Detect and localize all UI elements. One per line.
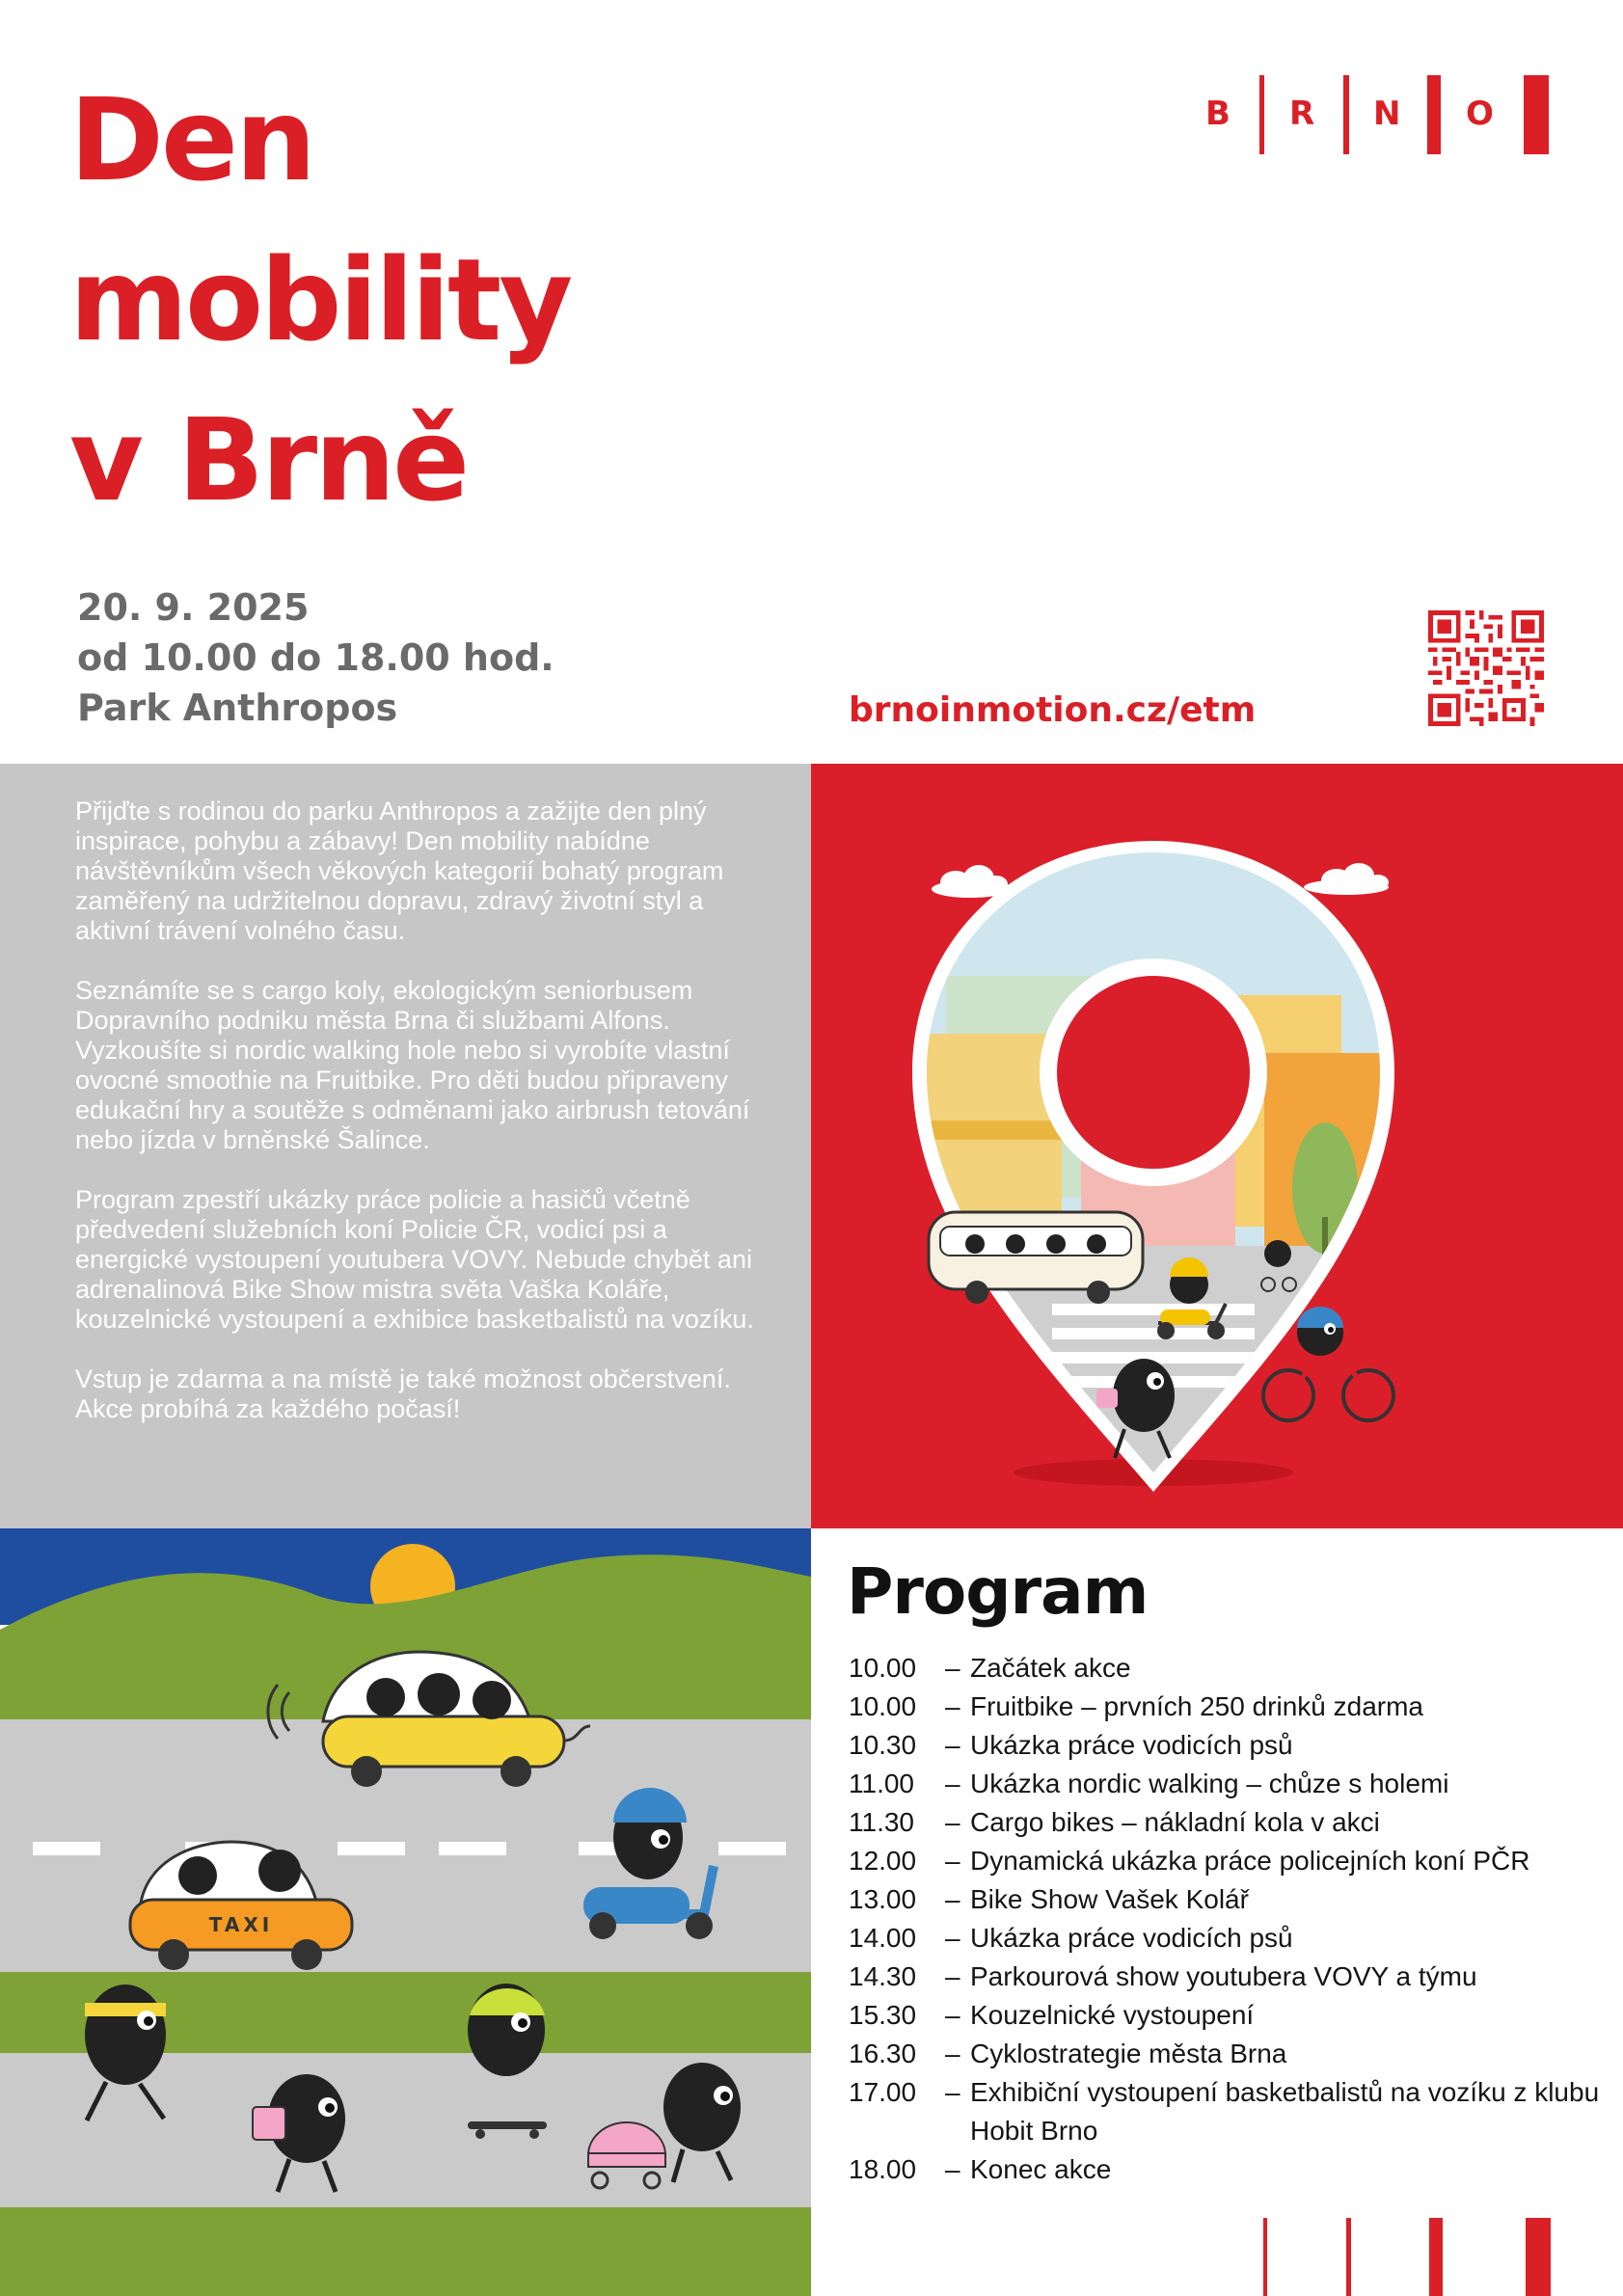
program-item-event: Cyklostrategie města Brna: [970, 2039, 1287, 2068]
program-item-time: 16.30: [849, 2039, 917, 2068]
program-item-time: 14.30: [849, 1961, 917, 1991]
program-item-event: Dynamická ukázka práce policejních koní PČR: [970, 1846, 1530, 1876]
program-item-event: Konec akce: [970, 2154, 1112, 2184]
street-illustration-panel: [0, 1528, 811, 2296]
program-item: [849, 2035, 1601, 2073]
program-item: [849, 1726, 1601, 1765]
map-pin-illustration: [811, 764, 1623, 1528]
program-item: [849, 1688, 1601, 1726]
program-heading: Program: [847, 1554, 1149, 1629]
description-panel: [0, 764, 811, 1528]
program-item-event: Parkourová show youtubera VOVY a týmu: [970, 1961, 1477, 1991]
program-item-event: Fruitbike – prvních 250 drinků zdarma: [970, 1691, 1423, 1721]
logo-letter-n: N: [1373, 95, 1401, 133]
title-line-2: mobility: [69, 233, 571, 366]
program-item-dash: –: [945, 1769, 960, 1798]
program-item-dash: –: [945, 1923, 960, 1953]
program-item-event: Bike Show Vašek Kolář: [970, 1884, 1249, 1914]
program-item: [849, 1919, 1601, 1958]
program-item-time: 18.00: [849, 2154, 917, 2184]
logo-divider: [1259, 75, 1264, 154]
title-line-1: Den: [69, 73, 313, 206]
description-paragraph: Seznámíte se s cargo koly, ekologickým seniorbusem Dopravního podniku města Brna či službami Alfons. Vyzkoušíte si nordic walking hole nebo si vyrobíte vlastní ovocné smoothie na Fruitbike. Pro děti budou připraveny edukační hry a soutěže s odměnami jako airbrush tetování nebo jízda v brněnské Šalince.: [75, 976, 750, 1154]
poster-title: [69, 60, 570, 540]
program-item-dash: –: [945, 1961, 960, 1991]
bus-icon: [929, 1212, 1143, 1304]
event-url[interactable]: brnoinmotion.cz/etm: [849, 690, 1257, 730]
program-item-dash: –: [945, 1846, 960, 1876]
program-item-dash: –: [945, 1653, 960, 1683]
program-item-dash: –: [945, 2000, 960, 2030]
logo-divider: [1524, 75, 1549, 154]
cloud-icon: [932, 865, 1009, 898]
cloud-icon: [1304, 863, 1389, 895]
street-illustration: [0, 1528, 811, 2296]
program-item: [849, 1842, 1601, 1880]
logo-divider: [1427, 75, 1441, 154]
description-paragraph: Vstup je zdarma a na místě je také možnost občerstvení. Akce probíhá za každého počasí!: [75, 1364, 731, 1423]
taxi-label: TAXI: [208, 1913, 274, 1936]
program-item-dash: –: [945, 1807, 960, 1837]
program-item-event: Cargo bikes – nákladní kola v akci: [970, 1807, 1380, 1837]
program-item: [849, 1803, 1601, 1842]
program-list: [849, 1649, 1601, 2189]
footer-bar: [1429, 2218, 1443, 2296]
program-item-time: 10.30: [849, 1730, 917, 1760]
program-item-event: Začátek akce: [970, 1653, 1131, 1683]
program-item-event: Ukázka práce vodicích psů: [970, 1730, 1293, 1760]
event-date: 20. 9. 2025: [77, 586, 310, 629]
program-item-time: 11.30: [849, 1807, 914, 1837]
program-item-time: 15.30: [849, 2000, 917, 2030]
footer-bar: [1346, 2218, 1351, 2296]
brno-logo: [1205, 75, 1549, 154]
program-item-event: Exhibiční vystoupení basketbalistů na vozíku z klubu Hobit Brno: [970, 2077, 1600, 2146]
program-item-time: 14.00: [849, 1923, 917, 1953]
map-pin-illustration-panel: [811, 764, 1623, 1528]
logo-letter-r: R: [1289, 95, 1315, 133]
program-item: [849, 1765, 1601, 1803]
program-item-dash: –: [945, 2154, 960, 2184]
program-item-event: Ukázka práce vodicích psů: [970, 1923, 1293, 1953]
program-item-time: 12.00: [849, 1846, 917, 1876]
program-item: [849, 2150, 1601, 2189]
program-item-dash: –: [945, 1691, 960, 1721]
event-time: od 10.00 do 18.00 hod.: [77, 636, 555, 679]
logo-divider: [1343, 75, 1349, 154]
footer-bar: [1263, 2218, 1267, 2296]
program-item-dash: –: [945, 1884, 960, 1914]
description-paragraph: Přijďte s rodinou do parku Anthropos a zažijte den plný inspirace, pohybu a zábavy! Den mobility nabídne návštěvníkům všech věkových kategorií bohatý program zaměřený na udržitelnou dopravu, zdravý životní styl a aktivní trávení volného času.: [75, 797, 724, 945]
program-item-time: 13.00: [849, 1884, 917, 1914]
footer-logo-bars: [1263, 2218, 1553, 2296]
program-item: [849, 2073, 1601, 2150]
program-item: [849, 1996, 1601, 2035]
footer-bar: [1526, 2218, 1551, 2296]
program-item: [849, 1880, 1601, 1919]
program-item-time: 17.00: [849, 2077, 917, 2107]
event-place: Park Anthropos: [77, 687, 398, 729]
logo-letter-b: B: [1205, 95, 1231, 133]
title-line-3: v Brně: [69, 393, 468, 527]
event-info: [77, 582, 555, 733]
program-item-time: 10.00: [849, 1691, 917, 1721]
qr-code[interactable]: [1428, 610, 1544, 726]
program-item-dash: –: [945, 1730, 960, 1760]
program-item-event: Ukázka nordic walking – chůze s holemi: [970, 1769, 1449, 1798]
program-item-dash: –: [945, 2077, 960, 2107]
program-item-time: 10.00: [849, 1653, 917, 1683]
program-item-event: Kouzelnické vystoupení: [970, 2000, 1255, 2030]
program-item-dash: –: [945, 2039, 960, 2068]
logo-letter-o: O: [1466, 95, 1494, 133]
description-paragraph: Program zpestří ukázky práce policie a hasičů včetně předvedení služebních koní Policie ČR, vodicí psi a energické vystoupení youtubera VOVY. Nebude chybět ani adrenalinová Bike Show mistra světa Vaška Koláře, kouzelnické vystoupení a exhibice basketbalistů na vozíku.: [75, 1185, 754, 1334]
program-item: [849, 1958, 1601, 1996]
program-item-time: 11.00: [849, 1769, 914, 1798]
program-item: [849, 1649, 1601, 1688]
